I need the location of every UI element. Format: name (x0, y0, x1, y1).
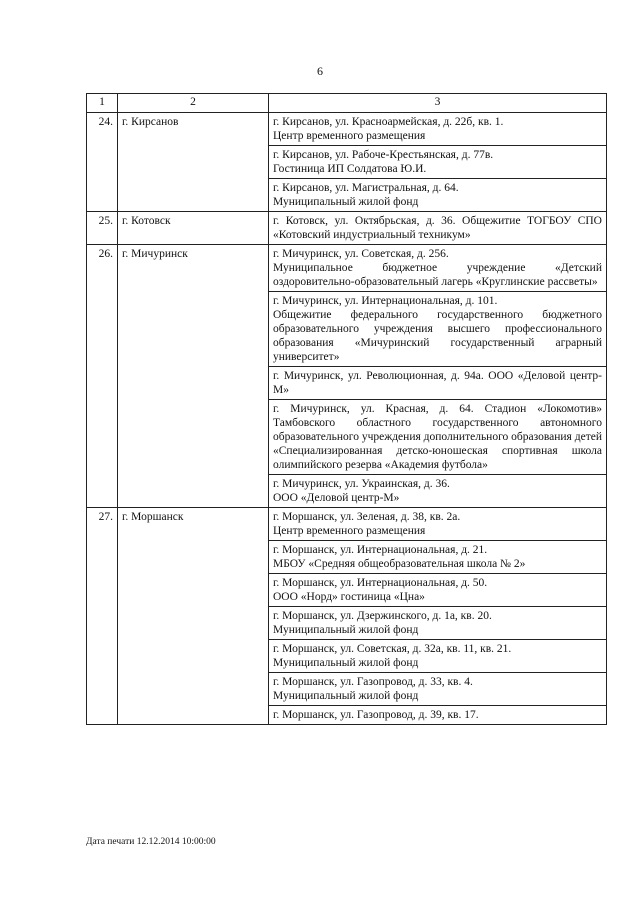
address-line: г. Моршанск, ул. Интернациональная, д. 50. (273, 577, 488, 589)
facility-line: Центр временного размещения (273, 525, 426, 537)
address-cell (269, 574, 607, 607)
address-line: г. Кирсанов, ул. Магистральная, д. 64. (273, 182, 459, 194)
address-cell (269, 146, 607, 179)
table-row (87, 113, 607, 146)
table-body (87, 94, 607, 725)
facility-line: Муниципальный жилой фонд (273, 196, 419, 208)
facility-line: Общежитие федерального государственного бюджетного образовательного учреждения высшего профессионального образования «Мичуринский государственный аграрный университет» (273, 309, 602, 363)
address-line: г. Моршанск, ул. Дзержинского, д. 1а, кв. 20. (273, 610, 492, 622)
address-line: г. Кирсанов, ул. Красноармейская, д. 22б, кв. 1. (273, 116, 504, 128)
row-number: 24. (87, 113, 118, 212)
table-row (87, 245, 607, 292)
city-name: г. Мичуринск (118, 245, 269, 508)
city-name: г. Кирсанов (118, 113, 269, 212)
address-cell (269, 475, 607, 508)
table-row (87, 508, 607, 541)
header-col-number: 1 (87, 94, 118, 113)
address-line: г. Мичуринск, ул. Красная, д. 64. Стадион «Локомотив» Тамбовского областного государственного автономного образовательного учреждения дополнительного образования детей «Специализированная детско-юношеская спортивная школа олимпийского резерва «Академия футбола» (273, 403, 602, 471)
address-cell (269, 292, 607, 367)
facility-line: Муниципальный жилой фонд (273, 624, 419, 636)
header-col-address: 3 (269, 94, 607, 113)
header-col-city: 2 (118, 94, 269, 113)
row-number: 27. (87, 508, 118, 725)
address-cell (269, 212, 607, 245)
city-name: г. Котовск (118, 212, 269, 245)
row-number: 26. (87, 245, 118, 508)
address-cell (269, 400, 607, 475)
address-cell (269, 113, 607, 146)
address-cell (269, 607, 607, 640)
print-date: Дата печати 12.12.2014 10:00:00 (86, 837, 216, 847)
address-line: г. Мичуринск, ул. Украинская, д. 36. (273, 478, 450, 490)
address-cell (269, 640, 607, 673)
address-line: г. Мичуринск, ул. Революционная, д. 94а. ООО «Деловой центр-М» (273, 370, 602, 396)
address-line: г. Котовск, ул. Октябрьская, д. 36. Общежитие ТОГБОУ СПО «Котовский индустриальный техникум» (273, 215, 602, 241)
address-cell (269, 508, 607, 541)
facility-line: МБОУ «Средняя общеобразовательная школа № 2» (273, 558, 526, 570)
address-cell (269, 541, 607, 574)
facility-line: Муниципальное бюджетное учреждение «Детский оздоровительно-образовательный лагерь «Круглинские рассветы» (273, 262, 602, 288)
address-cell (269, 367, 607, 400)
address-line: г. Кирсанов, ул. Рабоче-Крестьянская, д. 77в. (273, 149, 494, 161)
table-row (87, 212, 607, 245)
address-line: г. Моршанск, ул. Советская, д. 32а, кв. 11, кв. 21. (273, 643, 512, 655)
address-cell (269, 673, 607, 706)
facility-line: Гостиница ИП Солдатова Ю.И. (273, 163, 427, 175)
facility-line: Муниципальный жилой фонд (273, 657, 419, 669)
facility-line: ООО «Норд» гостиница «Цна» (273, 591, 425, 603)
facility-line: Муниципальный жилой фонд (273, 690, 419, 702)
address-cell (269, 245, 607, 292)
row-number: 25. (87, 212, 118, 245)
facility-line: Центр временного размещения (273, 130, 426, 142)
address-line: г. Мичуринск, ул. Интернациональная, д. 101. (273, 295, 498, 307)
addresses-table (86, 93, 607, 725)
city-name: г. Моршанск (118, 508, 269, 725)
address-cell (269, 706, 607, 725)
address-line: г. Моршанск, ул. Газопровод, д. 33, кв. 4. (273, 676, 473, 688)
page-number: 6 (317, 64, 323, 78)
facility-line: ООО «Деловой центр-М» (273, 492, 400, 504)
address-line: г. Моршанск, ул. Интернациональная, д. 21. (273, 544, 488, 556)
address-line: г. Моршанск, ул. Газопровод, д. 39, кв. 17. (273, 709, 479, 721)
address-line: г. Мичуринск, ул. Советская, д. 256. (273, 248, 449, 260)
address-line: г. Моршанск, ул. Зеленая, д. 38, кв. 2а. (273, 511, 461, 523)
address-cell (269, 179, 607, 212)
table-header-row (87, 94, 607, 113)
